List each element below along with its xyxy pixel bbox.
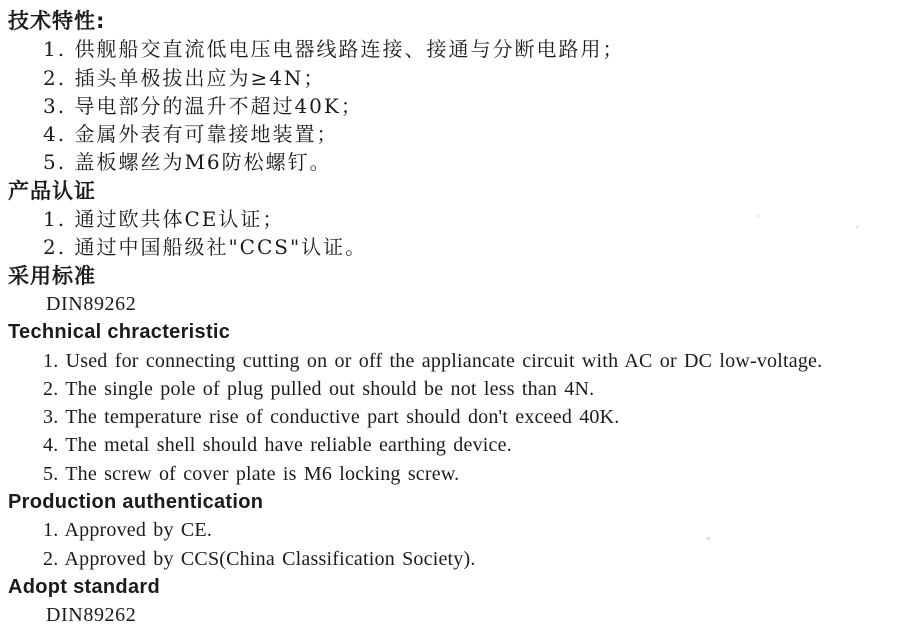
section-heading-adopt-standard-cn: 采用标准 <box>8 263 96 288</box>
list-item-en-authentication-2: 2. Approved by CCS(China Classification Society). <box>43 547 476 570</box>
section-heading-technical-characteristics-cn: 技术特性: <box>8 9 106 33</box>
scan-artifact <box>707 537 710 540</box>
list-item-cn-technical-1: 1. 供舰船交直流低电压电器线路连接、接通与分断电路用； <box>43 37 625 62</box>
list-item-cn-technical-3: 3. 导电部分的温升不超过40K； <box>43 93 363 118</box>
list-item-en-technical-2: 2. The single pole of plug pulled out should be not less than 4N. <box>43 377 595 400</box>
standard-number-en: DIN89262 <box>46 604 137 627</box>
list-item-cn-technical-2: 2. 插头单极拔出应为≥4N； <box>43 65 326 90</box>
section-heading-product-certification-cn: 产品认证 <box>8 178 96 203</box>
list-item-en-technical-1: 1. Used for connecting cutting on or off the appliancate circuit with AC or DC low-voltage. <box>43 349 823 372</box>
list-item-en-technical-5: 5. The screw of cover plate is M6 locking screw. <box>43 462 460 485</box>
list-item-en-technical-3: 3. The temperature rise of conductive part should don't exceed 40K. <box>43 406 620 429</box>
list-item-cn-certification-1: 1. 通过欧共体CE认证； <box>43 207 285 232</box>
list-item-en-authentication-1: 1. Approved by CE. <box>43 519 213 542</box>
section-heading-production-authentication-en: Production authentication <box>8 491 264 514</box>
list-item-en-technical-4: 4. The metal shell should have reliable earthing device. <box>43 434 512 457</box>
section-heading-adopt-standard-en: Adopt standard <box>8 575 160 598</box>
scan-artifact <box>757 215 759 217</box>
list-item-cn-certification-2: 2. 通过中国船级社"CCS"认证。 <box>43 235 368 260</box>
list-item-cn-technical-4: 4. 金属外表有可靠接地装置； <box>43 122 339 147</box>
scan-artifact <box>856 226 858 228</box>
section-heading-technical-characteristics-en: Technical chracteristic <box>8 321 231 344</box>
list-item-cn-technical-5: 5. 盖板螺丝为M6防松螺钉。 <box>43 150 332 175</box>
standard-number-cn: DIN89262 <box>46 292 137 315</box>
